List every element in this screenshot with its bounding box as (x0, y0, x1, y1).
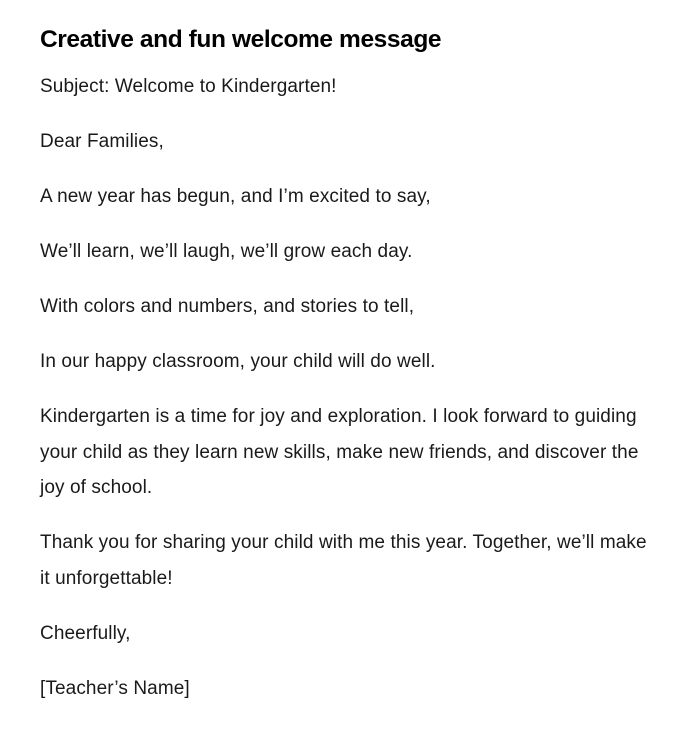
subject-line: Subject: Welcome to Kindergarten! (40, 76, 337, 97)
poem-line: A new year has begun, and I’m excited to say, (40, 186, 431, 207)
closing: Cheerfully, (40, 622, 131, 644)
poem-line: We’ll learn, we’ll laugh, we’ll grow each day. (40, 241, 413, 262)
poem-line: With colors and numbers, and stories to tell, (40, 296, 415, 317)
poem-line: In our happy classroom, your child will do well. (40, 351, 436, 372)
greeting: Dear Families, (40, 131, 164, 152)
body-paragraph: Thank you for sharing your child with me this year. Together, we’ll make it unforgettable! (40, 532, 647, 589)
document-title: Creative and fun welcome message (40, 26, 442, 53)
document (40, 24, 650, 726)
signature: [Teacher’s Name] (40, 677, 190, 699)
body-paragraph: Kindergarten is a time for joy and exploration. I look forward to guiding your child as they learn new skills, make new friends, and discover the joy of school. (40, 406, 639, 498)
